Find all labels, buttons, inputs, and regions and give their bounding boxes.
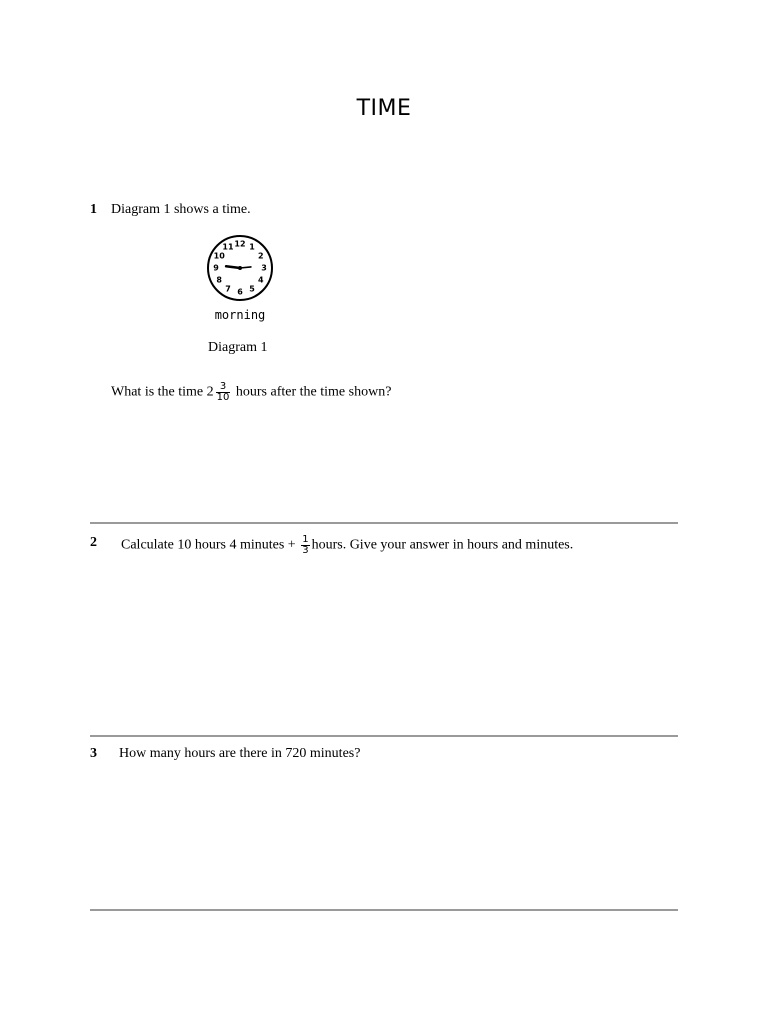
question-1-fraction xyxy=(216,382,231,403)
clock-numeral: 11 xyxy=(222,242,234,252)
question-1-prompt-start: What is the time 2 xyxy=(111,384,214,400)
clock-center xyxy=(238,266,242,270)
section-divider xyxy=(90,735,678,737)
question-3-text: How many hours are there in 720 minutes? xyxy=(119,746,361,761)
diagram-label: Diagram 1 xyxy=(208,340,268,355)
question-1-number: 1 xyxy=(90,202,97,217)
question-1-prompt-end: hours after the time shown? xyxy=(232,384,392,400)
clock-numeral: 6 xyxy=(237,287,243,297)
question-2-number: 2 xyxy=(90,535,97,550)
clock-numeral: 10 xyxy=(213,251,225,261)
clock-hour-hand xyxy=(226,266,240,268)
clock-caption: morning xyxy=(214,308,266,322)
clock-numeral: 1 xyxy=(249,242,255,252)
question-1-prompt xyxy=(111,382,391,403)
page-title: TIME xyxy=(356,96,412,121)
section-divider xyxy=(90,909,678,911)
clock-numeral: 5 xyxy=(249,284,255,294)
clock-icon xyxy=(200,228,280,308)
question-2-text-end: hours. Give your answer in hours and minutes. xyxy=(311,537,574,553)
question-2-fraction xyxy=(301,535,309,556)
clock-numeral: 8 xyxy=(216,275,222,285)
question-1-text: Diagram 1 shows a time. xyxy=(111,202,251,217)
clock-numeral: 9 xyxy=(213,263,219,273)
question-2-text xyxy=(121,535,573,556)
question-2-text-start: Calculate 10 hours 4 minutes + xyxy=(121,537,300,553)
clock-numeral: 7 xyxy=(225,284,231,294)
clock-diagram xyxy=(200,228,280,322)
question-3-number: 3 xyxy=(90,746,97,761)
clock-numeral: 12 xyxy=(234,239,246,249)
fraction-denominator: 10 xyxy=(216,392,230,403)
section-divider xyxy=(90,522,678,524)
clock-numeral: 3 xyxy=(261,263,267,273)
clock-numeral: 4 xyxy=(258,275,264,285)
fraction-numerator: 3 xyxy=(216,382,231,393)
clock-numeral: 2 xyxy=(258,251,264,261)
fraction-numerator: 1 xyxy=(302,534,309,545)
fraction-denominator: 3 xyxy=(302,545,309,556)
